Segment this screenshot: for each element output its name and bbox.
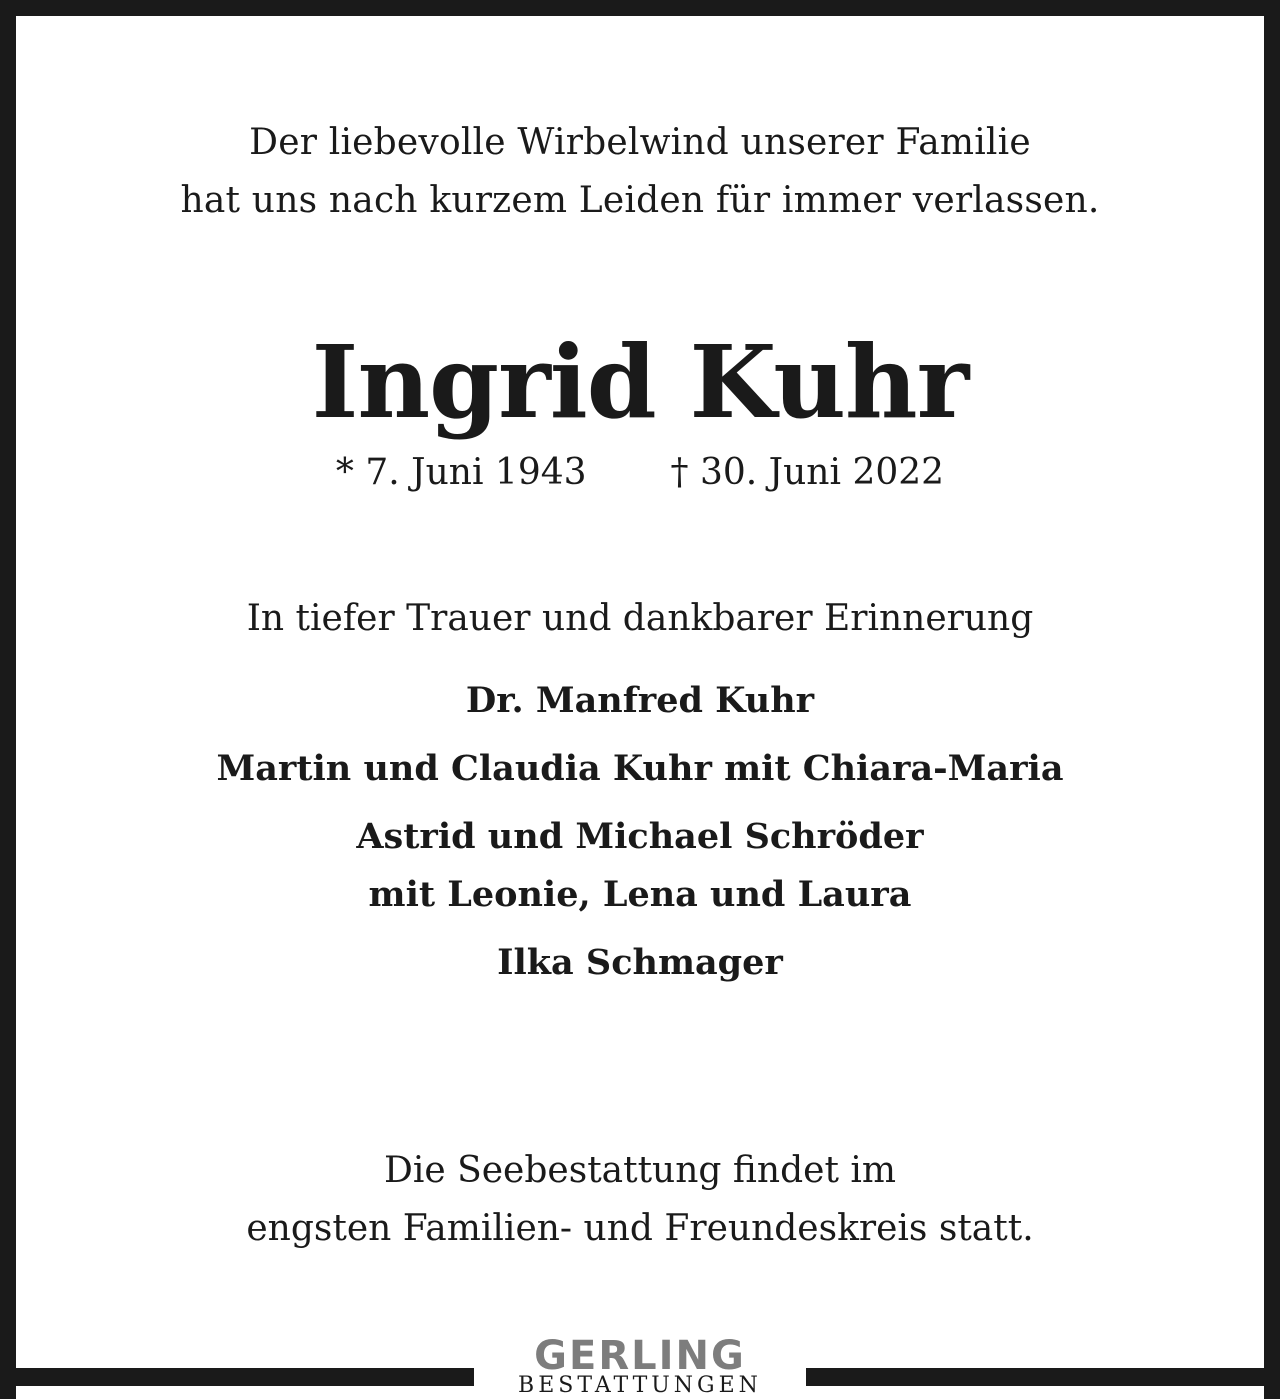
family-member: Dr. Manfred Kuhr xyxy=(465,680,815,721)
closing-line-1: Die Seebestattung findet im xyxy=(383,1150,897,1191)
funeral-home-logo xyxy=(474,1334,806,1398)
family-member: mit Leonie, Lena und Laura xyxy=(368,874,912,915)
death-date: † 30. Juni 2022 xyxy=(670,452,945,493)
bottom-rule-left xyxy=(0,1368,474,1386)
family-member: Ilka Schmager xyxy=(497,942,783,983)
family-member: Astrid und Michael Schröder xyxy=(356,816,924,857)
family-member: Martin und Claudia Kuhr mit Chiara-Maria xyxy=(216,748,1064,789)
logo-main-text: GERLING xyxy=(534,1333,746,1379)
life-dates xyxy=(0,452,1280,493)
mourning-line: In tiefer Trauer und dankbarer Erinnerung xyxy=(246,598,1034,639)
intro-line-2: hat uns nach kurzem Leiden für immer verlassen. xyxy=(180,180,1100,221)
intro-line-1: Der liebevolle Wirbelwind unserer Familie xyxy=(249,122,1031,163)
birth-date: * 7. Juni 1943 xyxy=(335,452,587,493)
deceased-name: Ingrid Kuhr xyxy=(311,323,969,441)
logo-sub-text: BESTATTUNGEN xyxy=(518,1373,762,1398)
closing-line-2: engsten Familien- und Freundeskreis statt. xyxy=(246,1208,1034,1249)
bottom-rule-right xyxy=(806,1368,1280,1386)
